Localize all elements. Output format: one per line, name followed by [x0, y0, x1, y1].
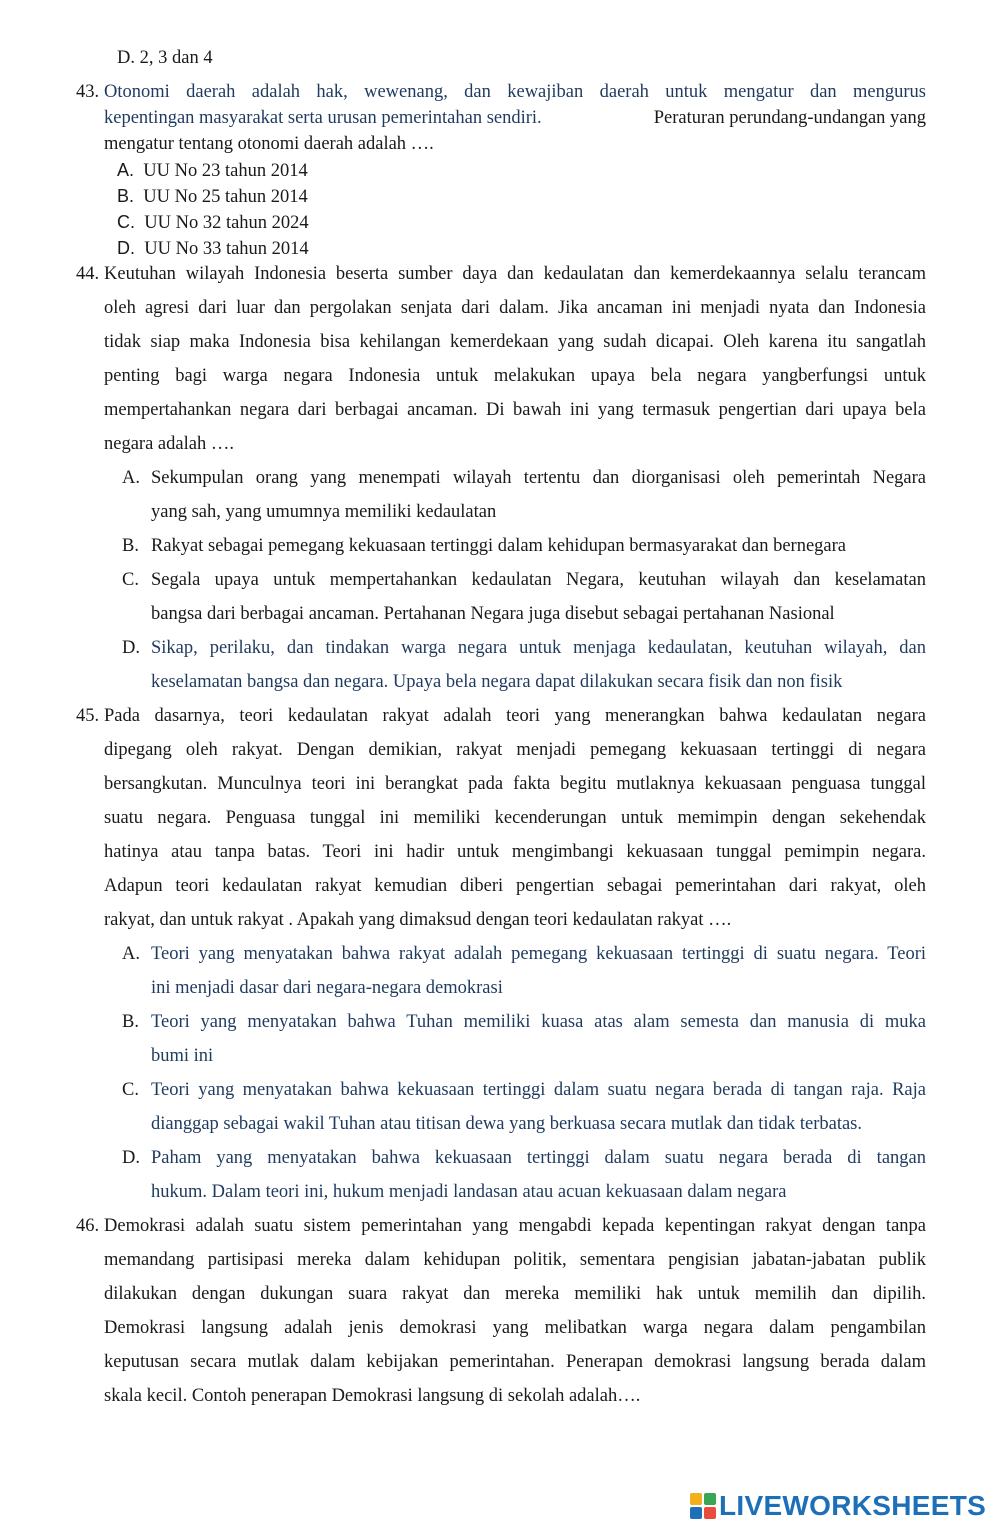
question-text-line: Adapun teori kedaulatan rakyat kemudian diberi pengertian sebagai pemerintahan dari rakyat, oleh — [104, 876, 926, 896]
answer-option[interactable] — [117, 160, 308, 182]
option-text: UU No 33 tahun 2014 — [144, 239, 309, 259]
option-letter: B. — [117, 186, 135, 206]
liveworksheets-logo[interactable] — [690, 1488, 986, 1524]
question-text-line: oleh agresi dari luar dan pergolakan senjata dari dalam. Jika ancaman ini menjadi nyata dan Indonesia — [104, 298, 926, 318]
option-letter[interactable]: B. — [122, 1012, 139, 1032]
option-text-line: Paham yang menyatakan bahwa kekuasaan tertinggi dalam suatu negara berada di tangan — [151, 1148, 926, 1168]
question-number: 44. — [76, 264, 100, 284]
option-letter[interactable]: C. — [122, 1080, 139, 1100]
question-text-line — [104, 108, 926, 129]
logo-square — [690, 1493, 702, 1505]
question-text-line: bersangkutan. Munculnya teori ini berangkat pada fakta begitu mutlaknya kekuasaan penguasa tunggal — [104, 774, 926, 794]
option-text-line: bangsa dari berbagai ancaman. Pertahanan Negara juga disebut sebagai pertahanan Nasional — [151, 604, 835, 624]
option-text-line: ini menjadi dasar dari negara-negara demokrasi — [151, 978, 503, 998]
answer-option[interactable] — [117, 186, 308, 208]
question-text-line: hatinya atau tanpa batas. Teori ini hadir untuk mengimbangi kekuasaan tunggal pemimpin negara. — [104, 842, 926, 862]
option-text-line: Sikap, perilaku, dan tindakan warga negara untuk menjaga kedaulatan, keutuhan wilayah, dan — [151, 638, 926, 658]
question-text-line: penting bagi warga negara Indonesia untuk melakukan upaya bela negara yangberfungsi untuk — [104, 366, 926, 386]
logo-square — [704, 1507, 716, 1519]
question-text-line: dilakukan dengan dukungan suara rakyat dan mereka memiliki hak untuk memilih dan dipilih. — [104, 1284, 926, 1304]
question-number: 45. — [76, 706, 100, 726]
option-letter[interactable]: B. — [122, 536, 139, 556]
question-text-span: Peraturan perundang-undangan yang — [653, 108, 926, 128]
question-text-line: Demokrasi langsung adalah jenis demokrasi yang melibatkan warga negara dalam pengambilan — [104, 1318, 926, 1338]
option-text-line: Teori yang menyatakan bahwa kekuasaan tertinggi dalam suatu negara berada di tangan raja. Raja — [151, 1080, 926, 1100]
option-letter[interactable]: C. — [122, 570, 139, 590]
answer-option[interactable] — [117, 212, 309, 234]
question-text-line: keputusan secara mutlak dalam kebijakan pemerintahan. Penerapan demokrasi langsung berada dalam — [104, 1352, 926, 1372]
question-text-line: memandang partisipasi mereka dalam kehidupan politik, sementara pengisian jabatan-jabatan publik — [104, 1250, 926, 1270]
option-text-line: Sekumpulan orang yang menempati wilayah tertentu dan diorganisasi oleh pemerintah Negara — [151, 468, 926, 488]
option-text-line: dianggap sebagai wakil Tuhan atau titisan dewa yang berkuasa secara mutlak dan tidak terbatas. — [151, 1114, 862, 1134]
option-text-line: keselamatan bangsa dan negara. Upaya bela negara dapat dilakukan secara fisik dan non fisik — [151, 672, 843, 692]
question-text-line: skala kecil. Contoh penerapan Demokrasi langsung di sekolah adalah…. — [104, 1386, 641, 1406]
question-text-line: mempertahankan negara dari berbagai ancaman. Di bawah ini yang termasuk pengertian dari upaya bela — [104, 400, 926, 420]
answer-option[interactable] — [117, 238, 309, 260]
option-letter[interactable]: A. — [122, 944, 140, 964]
logo-square — [690, 1507, 702, 1519]
option-letter: D. — [117, 238, 135, 258]
option-text: UU No 32 tahun 2024 — [144, 213, 309, 233]
logo-text: LIVEWORKSHEETS — [719, 1490, 987, 1521]
option-text-line: bumi ini — [151, 1046, 214, 1066]
option-letter[interactable]: D. — [122, 638, 140, 658]
prev-option-d: D. 2, 3 dan 4 — [117, 48, 213, 68]
question-text-span: kepentingan masyarakat serta urusan pemerintahan sendiri. — [104, 108, 542, 128]
option-text: UU No 23 tahun 2014 — [143, 161, 308, 181]
option-text-line: Segala upaya untuk mempertahankan kedaulatan Negara, keutuhan wilayah dan keselamatan — [151, 570, 926, 590]
question-text-line: negara adalah …. — [104, 434, 234, 454]
option-text-line: hukum. Dalam teori ini, hukum menjadi landasan atau acuan kekuasaan dalam negara — [151, 1182, 787, 1202]
option-text-line: yang sah, yang umumnya memiliki kedaulatan — [151, 502, 497, 522]
option-text-line: Rakyat sebagai pemegang kekuasaan tertinggi dalam kehidupan bermasyarakat dan bernegara — [151, 536, 846, 556]
option-text-line: Teori yang menyatakan bahwa Tuhan memiliki kuasa atas alam semesta dan manusia di muka — [151, 1012, 926, 1032]
question-number: 43. — [76, 82, 100, 102]
question-text-line: dipegang oleh rakyat. Dengan demikian, rakyat menjadi pemegang kekuasaan tertinggi di negara — [104, 740, 926, 760]
question-text-line: mengatur tentang otonomi daerah adalah …. — [104, 134, 434, 154]
logo-square — [704, 1493, 716, 1505]
option-text-line: Teori yang menyatakan bahwa rakyat adalah pemegang kekuasaan tertinggi di suatu negara. Teori — [151, 944, 926, 964]
question-text-line: rakyat, dan untuk rakyat . Apakah yang dimaksud dengan teori kedaulatan rakyat …. — [104, 910, 732, 930]
option-letter: C. — [117, 212, 135, 232]
question-number: 46. — [76, 1216, 100, 1236]
option-text: UU No 25 tahun 2014 — [143, 187, 308, 207]
question-text-line: Keutuhan wilayah Indonesia beserta sumber daya dan kedaulatan dan kemerdekaannya selalu terancam — [104, 264, 926, 284]
liveworksheets-icon — [690, 1493, 716, 1519]
question-text-line: Pada dasarnya, teori kedaulatan rakyat adalah teori yang menerangkan bahwa kedaulatan negara — [104, 706, 926, 726]
question-text-line: Demokrasi adalah suatu sistem pemerintahan yang mengabdi kepada kepentingan rakyat dengan tanpa — [104, 1216, 926, 1236]
option-letter[interactable]: D. — [122, 1148, 140, 1168]
question-text-line: suatu negara. Penguasa tunggal ini memiliki kecenderungan untuk memimpin dengan sekehendak — [104, 808, 926, 828]
option-letter[interactable]: A. — [122, 468, 140, 488]
question-text-line: Otonomi daerah adalah hak, wewenang, dan kewajiban daerah untuk mengatur dan mengurus — [104, 82, 926, 102]
option-letter: A. — [117, 160, 135, 180]
question-text-line: tidak siap maka Indonesia bisa kehilangan kemerdekaan yang sudah dicapai. Oleh karena itu sangatlah — [104, 332, 926, 352]
